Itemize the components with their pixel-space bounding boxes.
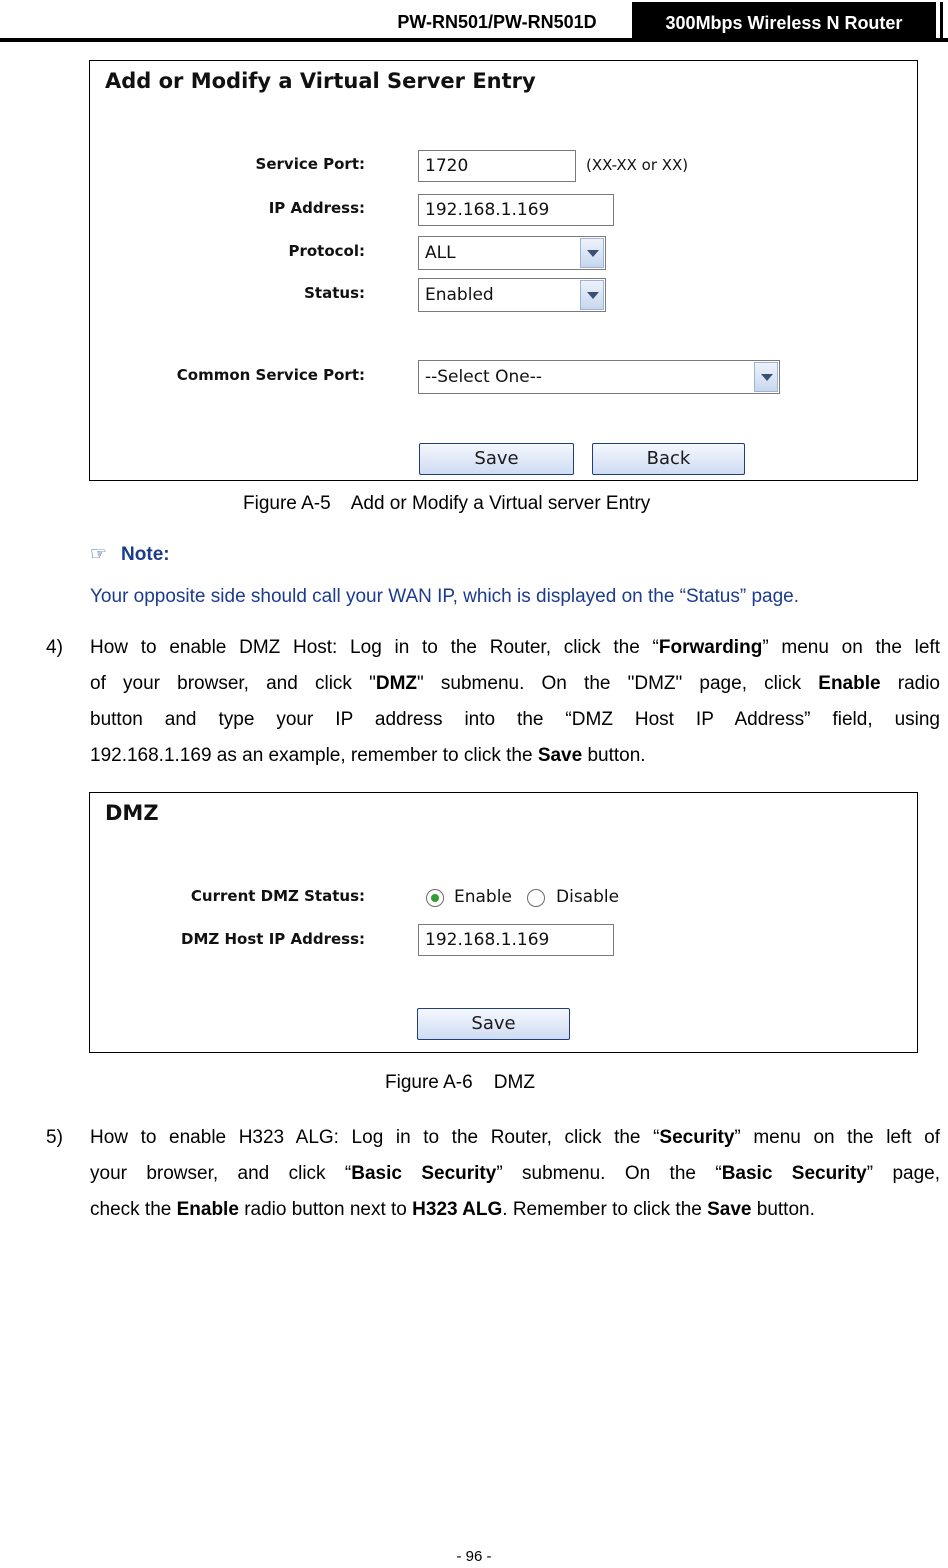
step-5-number: 5) <box>46 1127 63 1148</box>
note-heading <box>90 543 170 566</box>
step-4-line-4: 192.168.1.169 as an example, remember to click the Save button. <box>90 745 646 766</box>
dmz-screenshot <box>89 792 918 1053</box>
step-4-text <box>90 630 940 774</box>
dmz-title: DMZ <box>105 801 159 825</box>
service-port-label: Service Port: <box>255 155 365 173</box>
protocol-select[interactable] <box>418 236 606 270</box>
status-select[interactable] <box>418 278 606 312</box>
header-tab-edge <box>940 2 943 40</box>
status-select-value: Enabled <box>425 285 494 305</box>
figure-a6-caption: Figure A-6 DMZ <box>385 1072 535 1093</box>
protocol-select-value: ALL <box>425 243 456 263</box>
disable-radio-label: Disable <box>556 887 620 907</box>
ip-address-input[interactable]: 192.168.1.169 <box>418 194 614 226</box>
chevron-down-icon[interactable] <box>754 362 778 392</box>
ip-address-label: IP Address: <box>268 199 365 217</box>
common-service-port-select[interactable] <box>418 360 780 394</box>
service-port-input[interactable]: 1720 <box>418 150 576 182</box>
chevron-down-icon[interactable] <box>580 238 604 268</box>
enable-radio[interactable] <box>426 889 444 907</box>
step-4-line-1: How to enable DMZ Host: Log in to the Router, click the “Forwarding” menu on the left <box>90 637 940 658</box>
back-button[interactable]: Back <box>592 443 745 475</box>
common-service-port-value: --Select One-- <box>425 367 542 387</box>
disable-radio[interactable] <box>527 889 545 907</box>
dmz-host-ip-input[interactable]: 192.168.1.169 <box>418 924 614 956</box>
step-5-line-2: your browser, and click “Basic Security” submenu. On the “Basic Security” page, <box>90 1163 941 1184</box>
service-port-hint: (XX-XX or XX) <box>586 156 689 174</box>
step-5-line-3: check the Enable radio button next to H323 ALG. Remember to click the Save button. <box>90 1199 815 1220</box>
step-4-number: 4) <box>46 637 63 658</box>
step-5-line-1: How to enable H323 ALG: Log in to the Router, click the “Security” menu on the left of <box>90 1127 940 1148</box>
pointing-hand-icon: ☞ <box>90 544 108 565</box>
chevron-down-icon[interactable] <box>580 280 604 310</box>
page-number: - 96 - <box>456 1548 492 1565</box>
enable-radio-label: Enable <box>454 887 512 907</box>
header-rule <box>0 38 948 42</box>
dmz-save-button[interactable]: Save <box>417 1008 570 1040</box>
virtual-server-title: Add or Modify a Virtual Server Entry <box>105 69 536 93</box>
header-product: 300Mbps Wireless N Router <box>632 2 936 40</box>
note-label: Note: <box>121 544 170 565</box>
figure-a5-caption: Figure A-5 Add or Modify a Virtual server Entry <box>243 493 651 514</box>
save-button[interactable]: Save <box>419 443 574 475</box>
step-4-line-3: button and type your IP address into the “DMZ Host IP Address” field, using <box>90 709 940 730</box>
header-model: PW-RN501/PW-RN501D <box>397 12 597 32</box>
virtual-server-screenshot <box>89 60 918 481</box>
step-4-line-2: of your browser, and click "DMZ" submenu. On the "DMZ" page, click Enable radio <box>90 673 940 694</box>
note-text: Your opposite side should call your WAN IP, which is displayed on the “Status” page. <box>90 586 800 607</box>
protocol-label: Protocol: <box>288 242 365 260</box>
dmz-host-ip-label: DMZ Host IP Address: <box>181 930 365 948</box>
step-5-text <box>90 1120 940 1228</box>
common-service-port-label: Common Service Port: <box>176 366 365 384</box>
dmz-status-label: Current DMZ Status: <box>190 887 365 905</box>
status-label: Status: <box>304 284 365 302</box>
